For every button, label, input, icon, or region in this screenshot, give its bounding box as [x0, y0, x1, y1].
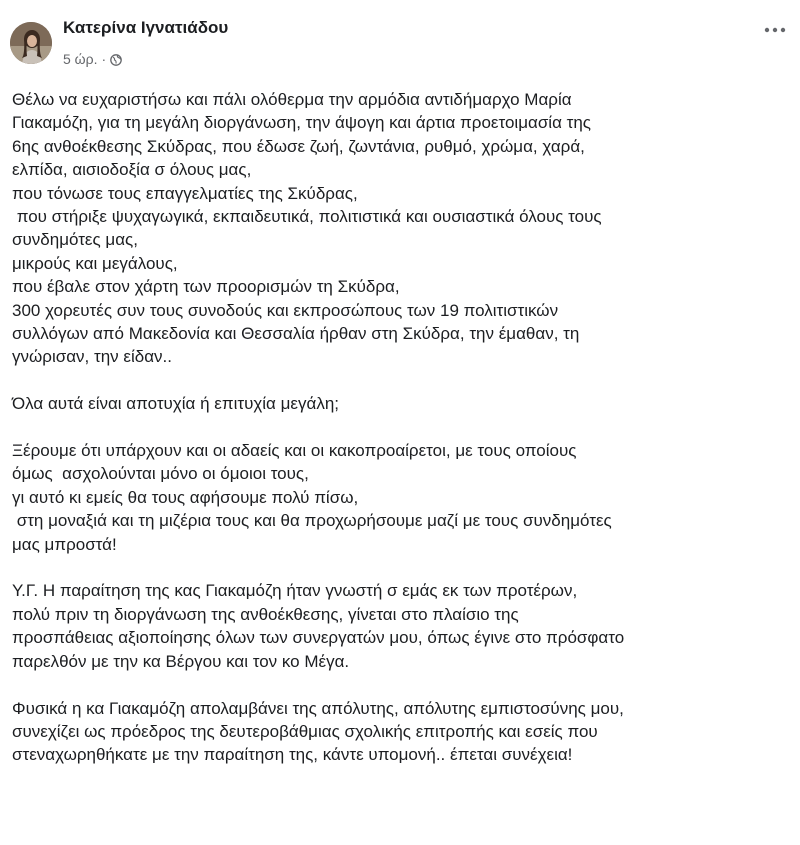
post-paragraph: [12, 88, 798, 369]
post-header: [0, 0, 800, 80]
text-line: ελπίδα, αισιοδοξία σ όλους μας,: [12, 160, 252, 180]
post-meta: [63, 51, 122, 67]
globe-icon[interactable]: [110, 53, 122, 65]
avatar[interactable]: [10, 22, 52, 64]
text-line: Ξέρουμε ότι υπάρχουν και οι αδαείς και οι κακοπροαίρετοι, με τους οποίους: [12, 441, 577, 461]
text-line: Φυσικά η κα Γιακαμόζη απολαμβάνει της απόλυτης, απόλυτης εμπιστοσύνης μου,: [12, 698, 624, 718]
text-line: Θέλω να ευχαριστήσω και πάλι ολόθερμα την αρμόδια αντιδήμαρχο Μαρία: [12, 90, 572, 109]
post-paragraph: [12, 392, 798, 415]
post-paragraph: [12, 697, 798, 767]
text-line: Όλα αυτά είναι αποτυχία ή επιτυχία μεγάλη;: [12, 394, 339, 414]
text-line: παρελθόν με την κα Βέργου και τον κο Μέγα.: [12, 651, 350, 671]
text-line: 300 χορευτές συν τους συνοδούς και εκπροσώπους των 19 πολιτιστικών: [12, 300, 559, 320]
post-time[interactable]: 5 ώρ.: [63, 51, 98, 67]
avatar-photo-icon: [10, 22, 52, 64]
more-options-button[interactable]: [762, 20, 788, 40]
text-line: συνεχίζει ως πρόεδρος της δευτεροβάθμιας σχολικής επιτροπής και εσείς που: [12, 721, 598, 741]
text-line: που έβαλε στον χάρτη των προορισμών τη Σκύδρα,: [12, 277, 400, 297]
text-line: στη μοναξιά και τη μιζέρια τους και θα προχωρήσουμε μαζί με τους συνδημότες: [12, 511, 612, 531]
post-text: [12, 88, 798, 767]
text-line: πολύ πριν τη διοργάνωση της ανθοέκθεσης, γίνεται στο πλαίσιο της: [12, 604, 519, 624]
more-dots-icon: [764, 27, 786, 33]
paragraph-gap: [12, 369, 798, 392]
text-line: που στήριξε ψυχαγωγικά, εκπαιδευτικά, πολιτιστικά και ουσιαστικά όλους τους: [12, 207, 602, 227]
paragraph-gap: [12, 416, 798, 439]
text-line: συλλόγων από Μακεδονία και Θεσσαλία ήρθαν στη Σκύδρα, την έμαθαν, τη: [12, 324, 580, 344]
paragraph-gap: [12, 673, 798, 696]
text-line: που τόνωσε τους επαγγελματίες της Σκύδρας,: [12, 183, 358, 203]
text-line: Γιακαμόζη, για τη μεγάλη διοργάνωση, την άψογη και άρτια προετοιμασία της: [12, 113, 591, 133]
post-paragraph: [12, 439, 798, 556]
text-line: όμως ασχολούνται μόνο οι όμοιοι τους,: [12, 464, 309, 484]
text-line: Υ.Γ. Η παραίτηση της κας Γιακαμόζη ήταν γνωστή σ εμάς εκ των προτέρων,: [12, 581, 578, 601]
text-line: γι αυτό κι εμείς θα τους αφήσουμε πολύ πίσω,: [12, 487, 359, 507]
text-line: προσπάθειας αξιοποίησης όλων των συνεργατών μου, όπως έγινε στο πρόσφατο: [12, 628, 625, 648]
text-line: μικρούς και μεγάλους,: [12, 253, 178, 273]
author-name[interactable]: Κατερίνα Ιγνατιάδου: [63, 18, 229, 37]
paragraph-gap: [12, 556, 798, 579]
text-line: 6ης ανθοέκθεσης Σκύδρας, που έδωσε ζωή, ζωντάνια, ρυθμό, χρώμα, χαρά,: [12, 136, 585, 156]
meta-separator: ·: [101, 51, 107, 67]
text-line: συνδημότες μας,: [12, 230, 138, 250]
text-line: στεναχωρηθήκατε με την παραίτηση της, κάντε υπομονή.. έπεται συνέχεια!: [12, 745, 573, 765]
post-paragraph: [12, 579, 798, 673]
text-line: μας μπροστά!: [12, 534, 117, 554]
text-line: γνώρισαν, την είδαν..: [12, 347, 172, 367]
